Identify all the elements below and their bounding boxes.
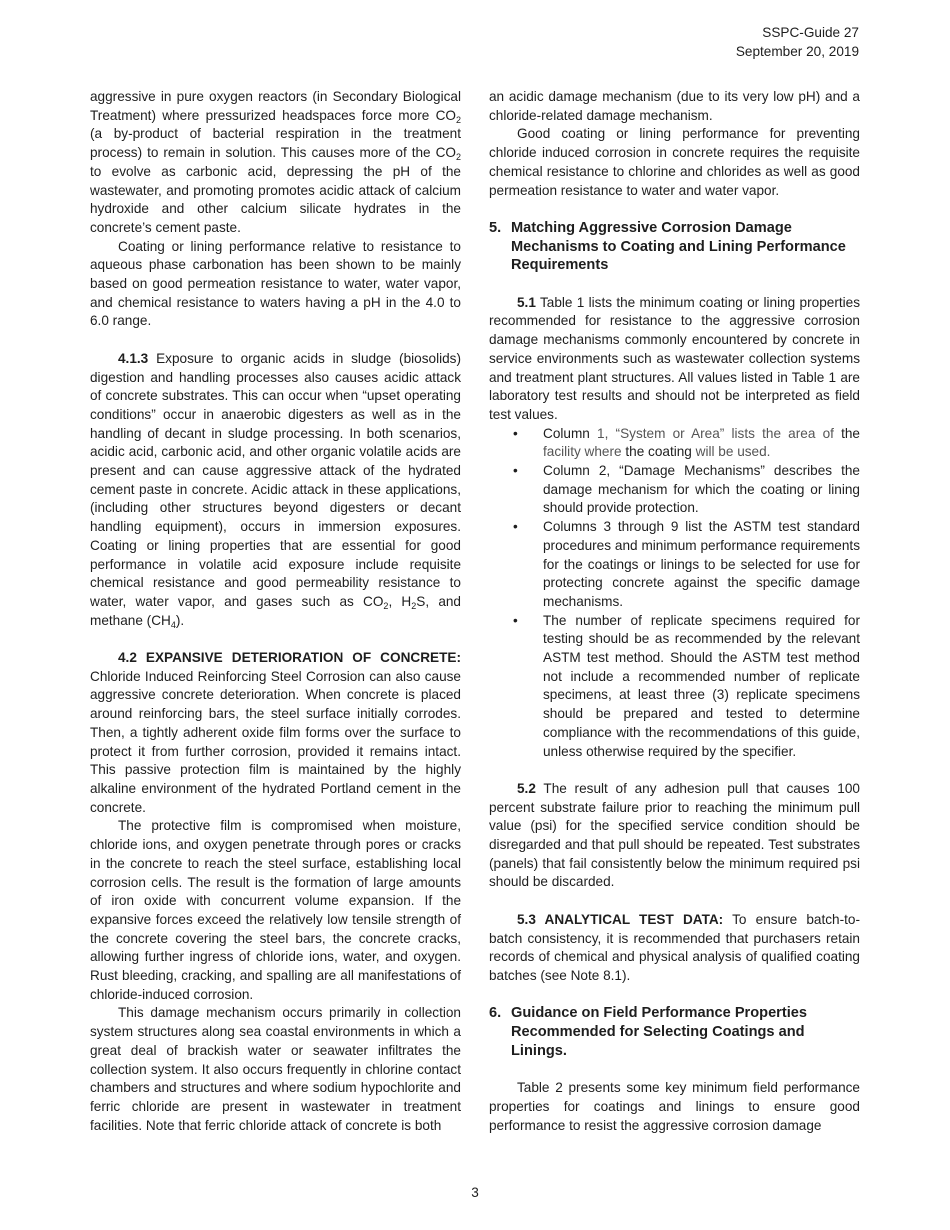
document-id: SSPC-Guide 27	[762, 25, 859, 40]
list-item: • The number of replicate specimens required for testing should be as recommended by the relevant ASTM test method. Should the ASTM test method not include a recommended number of replicate specimens, at least three (3) replicate specimens should be prepared and tested to determine compliance with the recommendations of this guide, unless otherwise required by the specifier.	[513, 612, 860, 759]
section-4-2: 4.2 EXPANSIVE DETERIORATION OF CONCRETE: Chloride Induced Reinforcing Steel Corrosion can also cause aggressive concrete deterioration. When concrete is placed around reinforcing bars, the steel surface initially corrodes. Then, a tightly adherent oxide film forms over the surface to protect it from further corrosion, provided it remains intact. This passive protection film is maintained by the highly alkaline environment of the hydrated Portland cement in the concrete.	[90, 650, 461, 815]
right-column	[489, 88, 860, 1135]
paragraph-damage-mechanism: This damage mechanism occurs primarily in collection system structures along sea coastal environments in which a great deal of brackish water or seawater infiltrates the collection system. It also occurs frequently in chlorine contact chambers and structures and where sodium hypochlorite and ferric chloride are present in wastewater in treatment facilities. Note that ferric chloride attack of concrete is both	[90, 1005, 461, 1133]
bullet-icon: •	[513, 612, 518, 628]
page-header	[736, 24, 859, 61]
section-5-3: 5.3 ANALYTICAL TEST DATA: To ensure batch-to-batch consistency, it is recommended that purchasers retain records of chemical and physical analysis of qualified coating batches (see Note 8.1).	[489, 911, 861, 983]
paragraph-continued: an acidic damage mechanism (due to its very low pH) and a chloride-related damage mechanism.	[489, 89, 860, 123]
paragraph-table-2: Table 2 presents some key minimum field performance properties for coatings and linings to ensure good performance to resist the aggressive corrosion damage	[489, 1080, 860, 1133]
section-5-heading: 5. Matching Aggressive Corrosion Damage Mechanisms to Coating and Lining Performance Requirements	[489, 219, 846, 274]
paragraph-good-coating: Good coating or lining performance for preventing chloride induced corrosion in concrete requires the requisite chemical resistance to chlorine and chlorides as well as good permeation resistance to water and water vapor.	[489, 126, 860, 198]
section-number: 4.1.3	[118, 350, 149, 366]
section-6-heading: 6. Guidance on Field Performance Properties Recommended for Selecting Coatings and Linings.	[489, 1005, 808, 1059]
bullet-icon: •	[513, 425, 518, 441]
section-5-1: 5.1 Table 1 lists the minimum coating or lining properties recommended for resistance to the aggressive corrosion damage mechanisms commonly encountered by concrete in service environments such as wastewater collection systems and treatment plant structures. All values listed in Table 1 are laboratory test results and should not be interpreted as field test values.	[489, 294, 860, 422]
list-item: • Column 2, “Damage Mechanisms” describes the damage mechanism for which the coating or lining should provide protection.	[513, 463, 860, 516]
left-column	[90, 88, 461, 1135]
page-number: 3	[471, 1185, 479, 1200]
paragraph-protective-film: The protective film is compromised when moisture, chloride ions, and oxygen penetrate through pores or cracks in the concrete to reach the steel surface, establishing local corrosion cells. The result is the formation of large amounts of iron oxide with concurrent volume expansion. If the expansive forces exceed the relatively low tensile strength of the concrete covering the steel bars, the concrete cracks, allowing further ingress of chloride ions, water, and oxygen. Rust bleeding, cracking, and spalling are all manifestations of chloride-induced corrosion.	[90, 818, 461, 1002]
bullet-icon: •	[513, 519, 518, 535]
section-heading: 4.2 EXPANSIVE DETERIORATION OF CONCRETE:	[118, 650, 461, 666]
section-5-2: 5.2 The result of any adhesion pull that causes 100 percent substrate failure prior to reaching the minimum pull value (psi) for the specified service condition should be disregarded and that pull should be repeated. Test substrates (panels) that fail consistently below the minimum required psi should be discarded.	[489, 780, 860, 890]
list-item: • Column 1, “System or Area” lists the area of the facility where the coating will be used.	[513, 425, 860, 460]
document-date: September 20, 2019	[735, 43, 859, 59]
section-4-1-3: 4.1.3 Exposure to organic acids in sludge (biosolids) digestion and handling processes also causes acidic attack of concrete substrates. This can occur when “upset operating conditions” occur in anaerobic digesters as well as in the handling of decant in sludge processing. In both scenarios, acidic acid, carbonic acid, and other organic volatile acids are present and can cause aggressive attack of the hydrated cement paste in concrete. Acidic attack in these applications, (including other structures beyond digesters or decant handling equipment), occurs in immersion exposures. Coating or lining properties that are essential for good performance in volatile acid exposure include requisite chemical resistance and good permeability resistance to water, water vapor, and gases such as $CO_2$, $H_2S$, and methane $(CH_4)$.	[90, 350, 461, 630]
column-description-list	[489, 425, 860, 762]
paragraph-oxygen-reactors: aggressive in pure oxygen reactors (in Secondary Biological Treatment) where pressurized headspaces force more $CO_2$ (a by-product of bacterial respiration in the treatment process) to remain in solution. This causes more of the $CO_2$ to evolve as carbonic acid, depressing the pH of the wastewater, and promoting promotes acidic attack of calcium hydroxide and other calcium silicate hydrates in the concrete’s cement paste.	[90, 89, 461, 235]
bullet-icon: •	[513, 463, 518, 479]
paragraph-carbonation: Coating or lining performance relative to resistance to aqueous phase carbonation has been shown to be mainly based on good permeation resistance to water, water vapor, and chemical resistance to waters having a pH in the 4.0 to 6.0 range.	[90, 238, 461, 329]
list-item: • Columns 3 through 9 list the ASTM test standard procedures and minimum performance requirements for the coatings or linings to be selected for use for protecting concrete against the specific damage mechanisms.	[513, 519, 860, 609]
